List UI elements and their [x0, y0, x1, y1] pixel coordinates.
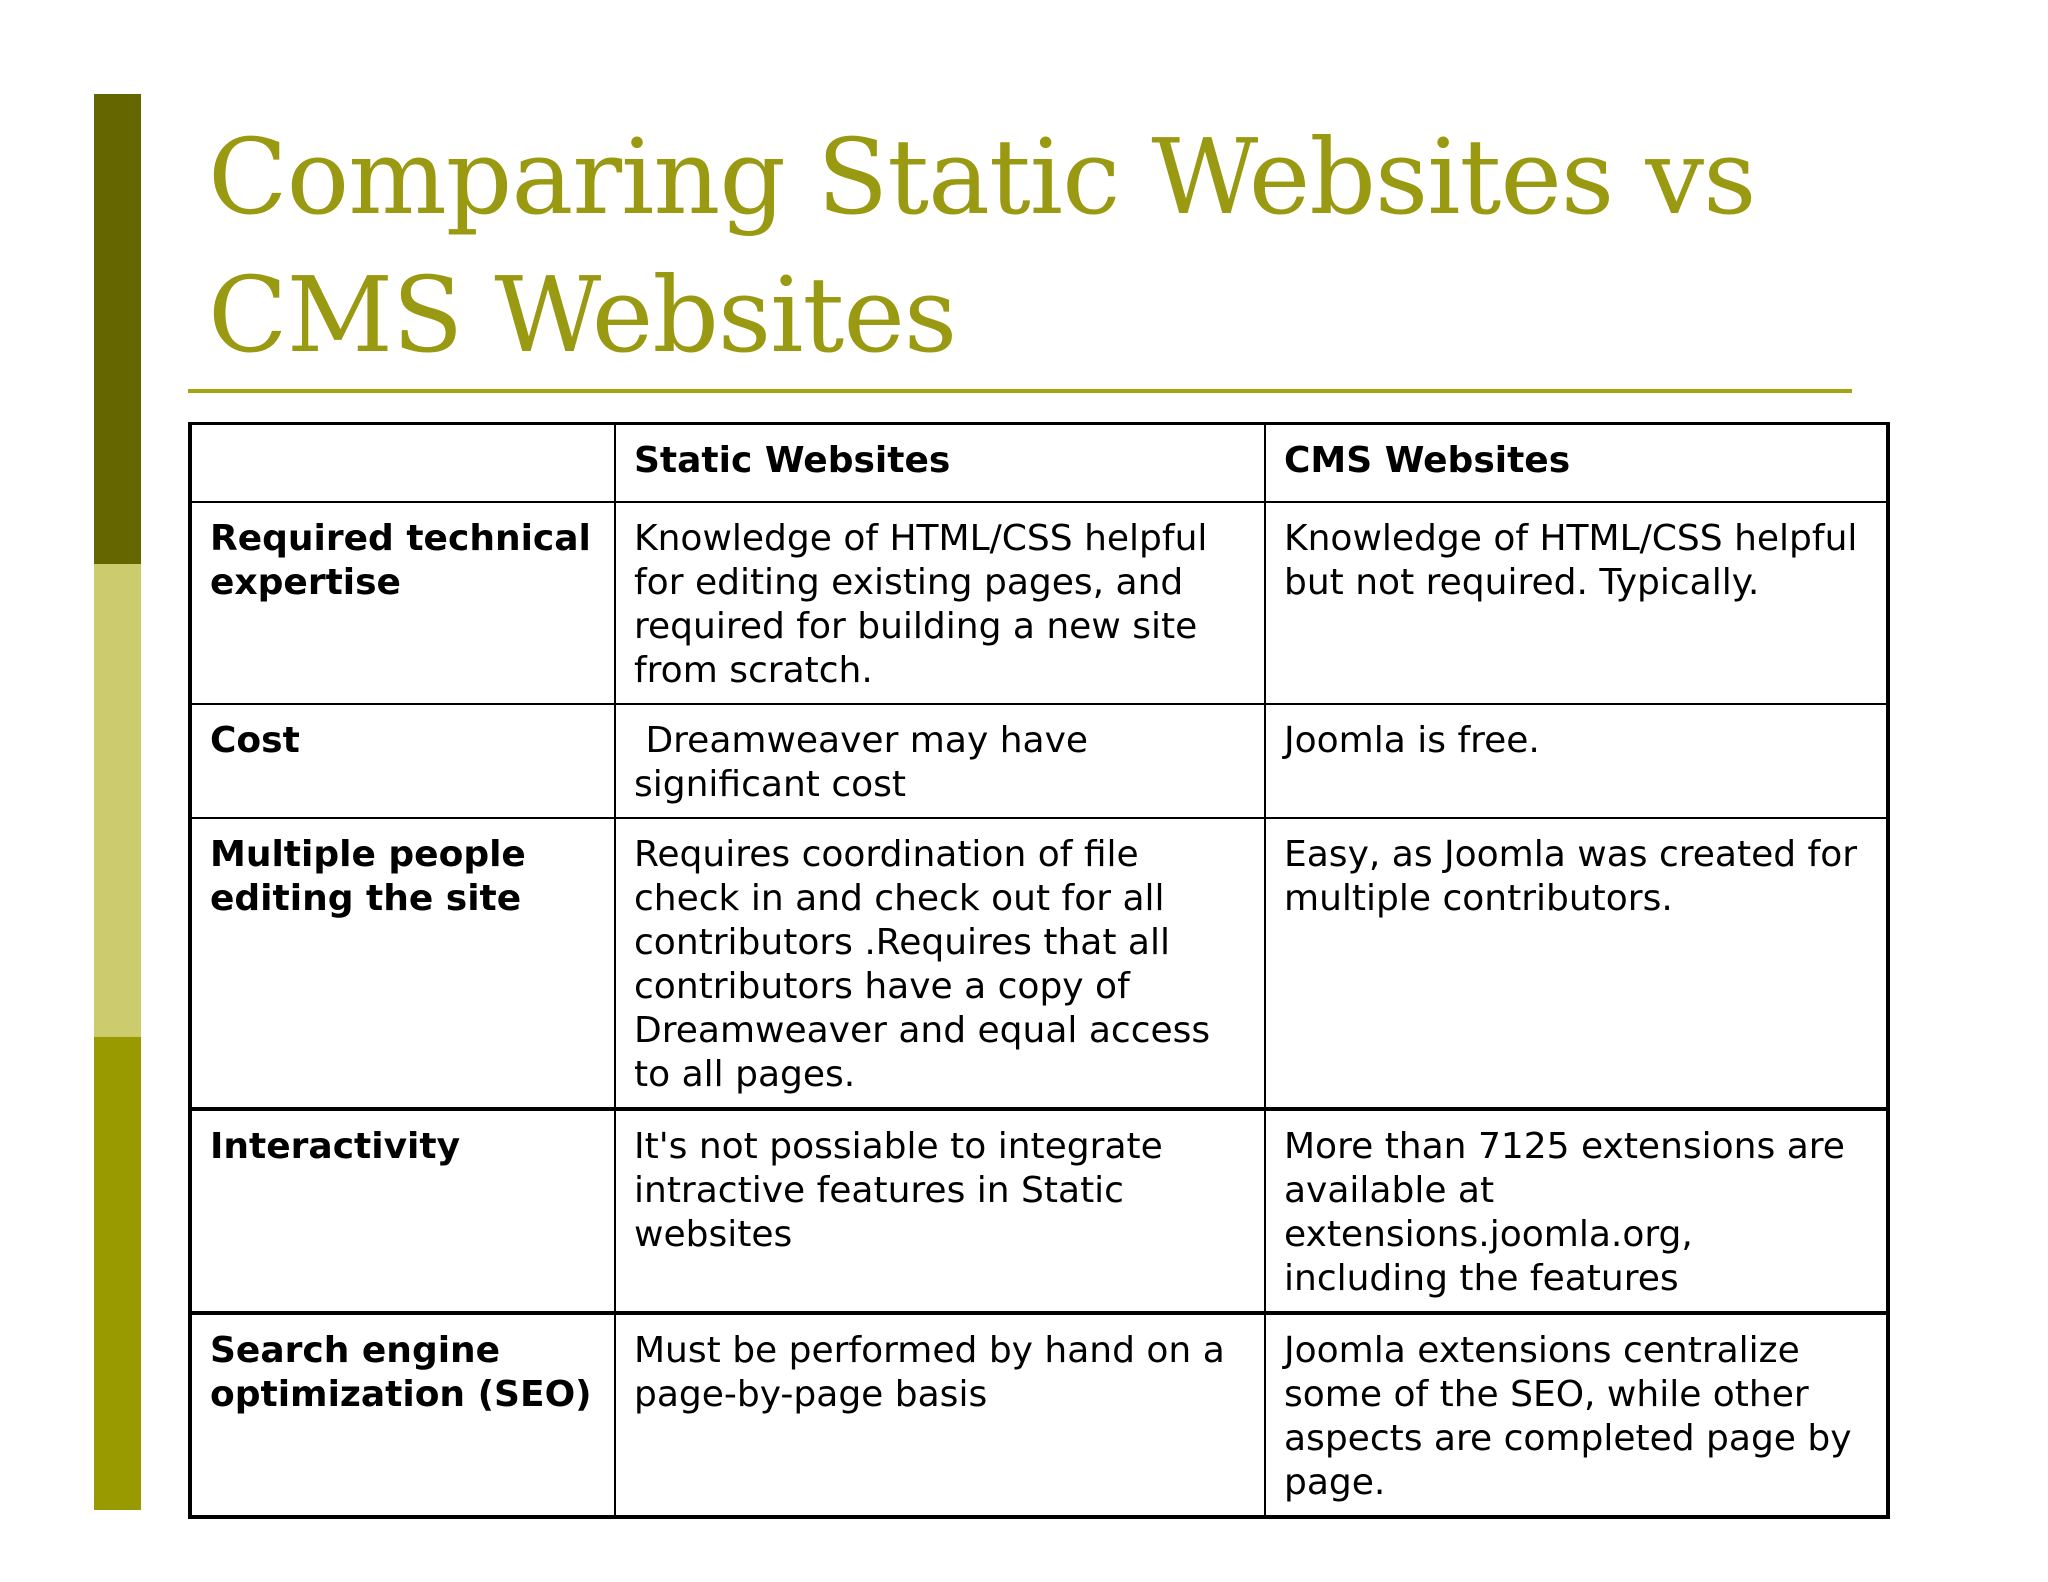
- table-row: [190, 704, 1888, 818]
- row-header-interactivity: Interactivity: [190, 1109, 615, 1313]
- cell-cms: Joomla is free.: [1265, 704, 1888, 818]
- table-header-row: [190, 424, 1888, 503]
- accent-bar-top: [94, 94, 141, 564]
- row-header-cost: Cost: [190, 704, 615, 818]
- cell-static: It's not possiable to integrate intractive features in Static websites: [615, 1109, 1265, 1313]
- comparison-table: [188, 422, 1890, 1519]
- table-row: [190, 1109, 1888, 1313]
- column-header-cms: CMS Websites: [1265, 424, 1888, 503]
- table-row: [190, 502, 1888, 704]
- cell-cms: Joomla extensions centralize some of the SEO, while other aspects are completed page by page.: [1265, 1313, 1888, 1517]
- row-header-seo: Search engine optimization (SEO): [190, 1313, 615, 1517]
- row-header-multiple-editors: Multiple people editing the site: [190, 818, 615, 1109]
- cell-static: Dreamweaver may have significant cost: [615, 704, 1265, 818]
- title-divider: [188, 389, 1852, 393]
- cell-cms: More than 7125 extensions are available at extensions.joomla.org, including the features: [1265, 1109, 1888, 1313]
- cell-cms: Easy, as Joomla was created for multiple contributors.: [1265, 818, 1888, 1109]
- corner-cell: [190, 424, 615, 503]
- table-row: [190, 1313, 1888, 1517]
- slide-title: Comparing Static Websites vs CMS Websites: [208, 116, 1756, 376]
- cell-static: Knowledge of HTML/CSS helpful for editing existing pages, and required for building a new site from scratch.: [615, 502, 1265, 704]
- row-header-technical-expertise: Required technical expertise: [190, 502, 615, 704]
- accent-bar-bottom: [94, 1037, 141, 1510]
- cell-static: Must be performed by hand on a page-by-page basis: [615, 1313, 1265, 1517]
- cell-cms: Knowledge of HTML/CSS helpful but not required. Typically.: [1265, 502, 1888, 704]
- accent-bar-middle: [94, 564, 141, 1037]
- column-header-static: Static Websites: [615, 424, 1265, 503]
- cell-static: Requires coordination of file check in and check out for all contributors .Requires that all contributors have a copy of Dreamweaver and equal access to all pages.: [615, 818, 1265, 1109]
- table-row: [190, 818, 1888, 1109]
